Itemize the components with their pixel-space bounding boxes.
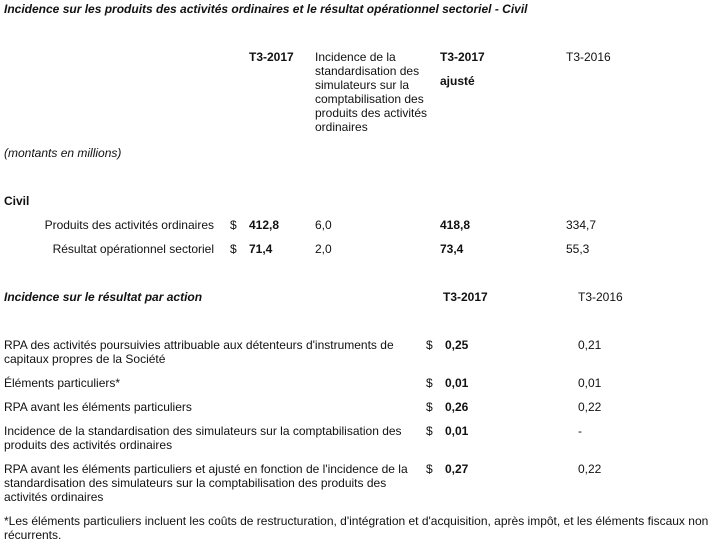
col-header-t3-2017-adjusted-line2: ajusté xyxy=(440,74,475,88)
value-adjusted: 418,8 xyxy=(440,218,471,232)
value-t3-2017: 0,01 xyxy=(445,376,469,390)
value-t3-2017: 0,25 xyxy=(445,338,469,352)
value-t3-2016: - xyxy=(578,424,582,438)
currency-symbol: $ xyxy=(426,338,433,352)
eps-col-header-t3-2016: T3-2016 xyxy=(578,290,623,304)
value-t3-2016: 55,3 xyxy=(566,242,590,256)
value-t3-2016: 334,7 xyxy=(566,218,597,232)
footnote: *Les éléments particuliers incluent les coûts de restructuration, d'intégration et d'acquisition, après impôt, et les éléments fiscaux non récurrents. xyxy=(4,514,709,542)
value-adjusted: 73,4 xyxy=(440,242,464,256)
document-title: Incidence sur les produits des activités ordinaires et le résultat opérationnel sectoriel - Civil xyxy=(4,2,528,16)
currency-symbol: $ xyxy=(426,400,433,414)
eps-section-title: Incidence sur le résultat par action xyxy=(4,290,203,304)
value-t3-2017: 412,8 xyxy=(249,218,280,232)
col-header-incidence: Incidence de la standardisation des simulateurs sur la comptabilisation des produits des activités ordinaires xyxy=(315,50,428,134)
row-label: Produits des activités ordinaires xyxy=(44,218,214,232)
value-t3-2016: 0,21 xyxy=(578,338,602,352)
currency-symbol: $ xyxy=(426,376,433,390)
row-label: Incidence de la standardisation des simulateurs sur la comptabilisation des produits des activités ordinaires xyxy=(4,424,402,452)
value-t3-2017: 0,01 xyxy=(445,424,469,438)
value-incidence: 2,0 xyxy=(315,242,332,256)
row-label: Résultat opérationnel sectoriel xyxy=(52,242,214,256)
row-label: RPA avant les éléments particuliers xyxy=(4,400,192,414)
currency-symbol: $ xyxy=(230,218,237,232)
col-header-t3-2016: T3-2016 xyxy=(566,50,611,64)
value-incidence: 6,0 xyxy=(315,218,332,232)
currency-symbol: $ xyxy=(426,424,433,438)
units-note: (montants en millions) xyxy=(4,146,122,160)
value-t3-2016: 0,22 xyxy=(578,462,602,476)
currency-symbol: $ xyxy=(426,462,433,476)
row-label: Éléments particuliers* xyxy=(4,376,121,390)
value-t3-2017: 0,26 xyxy=(445,400,469,414)
eps-col-header-t3-2017: T3-2017 xyxy=(443,290,488,304)
value-t3-2017: 71,4 xyxy=(249,242,273,256)
currency-symbol: $ xyxy=(230,242,237,256)
value-t3-2016: 0,01 xyxy=(578,376,602,390)
section-civil: Civil xyxy=(4,194,30,208)
value-t3-2016: 0,22 xyxy=(578,400,602,414)
value-t3-2017: 0,27 xyxy=(445,462,469,476)
col-header-t3-2017: T3-2017 xyxy=(249,50,294,64)
row-label: RPA avant les éléments particuliers et ajusté en fonction de l'incidence de la standardisation des simulateurs sur la comptabilisation des produits des activités ordinaires xyxy=(4,462,408,504)
row-label: RPA des activités poursuivies attribuable aux détenteurs d'instruments de capitaux propres de la Société xyxy=(4,338,394,366)
col-header-t3-2017-adjusted-line1: T3-2017 xyxy=(440,50,485,64)
